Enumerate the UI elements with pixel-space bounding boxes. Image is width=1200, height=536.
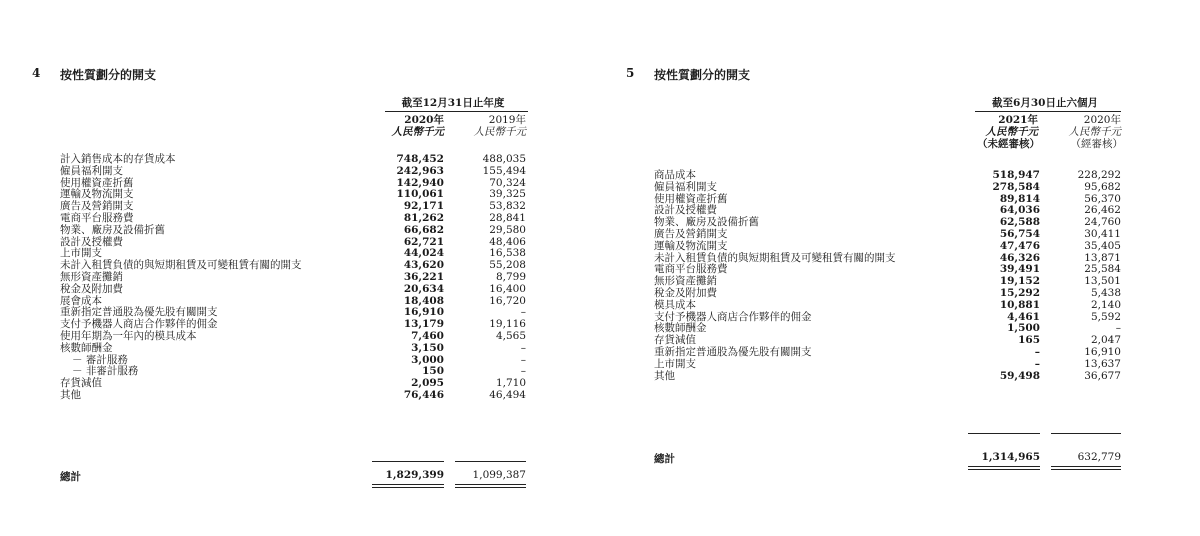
- row-value-current: 66,682: [403, 223, 444, 236]
- total-double-rule-1b: [372, 487, 444, 488]
- row-label: 運輸及物流開支: [654, 239, 728, 252]
- row-value-current: 64,036: [999, 204, 1040, 217]
- table-row: [654, 194, 1124, 206]
- header-rule: [385, 111, 528, 112]
- section-number: 5: [626, 66, 635, 80]
- row-value-prior: 228,292: [1077, 169, 1121, 181]
- row-value-current: 36,221: [403, 270, 444, 283]
- row-value-prior: 25,584: [1084, 263, 1121, 276]
- total-label: 總計: [654, 453, 675, 465]
- col2-audit-note: （經審核）: [1070, 138, 1123, 150]
- row-label: 核數師酬金: [654, 322, 707, 335]
- row-value-current: 92,171: [403, 200, 444, 213]
- row-value-prior: 13,501: [1084, 275, 1121, 288]
- row-value-current: 81,262: [403, 211, 444, 224]
- row-label: 商品成本: [654, 169, 696, 181]
- table-row: [60, 213, 530, 225]
- row-value-prior: 95,682: [1084, 180, 1121, 193]
- table-row: [60, 366, 530, 378]
- total-col1: 1,829,399: [385, 469, 444, 481]
- row-label: 使用年期為一年內的模具成本: [60, 329, 197, 342]
- col2-year: 2020年: [1083, 114, 1121, 126]
- row-value-current: –: [1034, 357, 1040, 370]
- table-row: [654, 288, 1124, 300]
- row-label: 設計及授權費: [654, 204, 717, 217]
- row-value-prior: 16,720: [489, 294, 526, 307]
- total-col2: 1,099,387: [472, 469, 526, 481]
- row-value-prior: 4,565: [495, 329, 526, 342]
- row-value-prior: 36,677: [1084, 369, 1121, 382]
- row-value-prior: 8,799: [495, 270, 526, 283]
- total-col2: 632,779: [1077, 451, 1121, 463]
- row-label: 無形資產攤銷: [654, 275, 717, 288]
- row-label: 存貨減值: [60, 377, 102, 390]
- row-label: 計入銷售成本的存貨成本: [60, 153, 176, 165]
- row-value-prior: –: [520, 341, 526, 354]
- row-value-prior: 46,494: [489, 388, 526, 401]
- row-value-current: 62,588: [999, 216, 1040, 229]
- expense-table: [654, 170, 1124, 382]
- row-label: 僱員福利開支: [60, 164, 123, 177]
- row-value-current: 56,754: [999, 227, 1040, 240]
- row-value-prior: 28,841: [489, 211, 526, 224]
- row-value-prior: 29,580: [489, 223, 526, 236]
- subtotal-rule-col2: [1051, 433, 1121, 434]
- row-label: 僱員福利開支: [654, 180, 717, 193]
- row-value-current: 3,000: [411, 353, 444, 366]
- row-label: 稅金及附加費: [654, 286, 717, 299]
- table-row: [654, 312, 1124, 324]
- section-number: 4: [32, 66, 41, 80]
- subtotal-rule-col1: [372, 461, 444, 462]
- table-row: [654, 264, 1124, 276]
- total-label: 總計: [60, 471, 81, 483]
- row-label: 稅金及附加費: [60, 282, 123, 295]
- table-row: [60, 343, 530, 355]
- row-label: 支付予機器人商店合作夥伴的佣金: [60, 318, 218, 331]
- row-value-current: 13,179: [403, 318, 444, 331]
- col2-year: 2019年: [488, 114, 526, 126]
- row-value-current: 89,814: [999, 192, 1040, 205]
- row-value-prior: 19,116: [489, 318, 526, 331]
- row-label: 無形資產攤銷: [60, 270, 123, 283]
- row-value-prior: 5,438: [1090, 286, 1121, 299]
- table-row: [654, 371, 1124, 383]
- total-double-rule-1b: [968, 469, 1040, 470]
- row-value-prior: 39,325: [489, 188, 526, 201]
- row-label: 模具成本: [654, 298, 696, 311]
- row-value-current: 110,061: [396, 188, 444, 201]
- table-row: [654, 170, 1124, 182]
- section-title: 按性質劃分的開支: [60, 68, 157, 82]
- row-label: 核數師酬金: [60, 341, 113, 354]
- row-label: 其他: [654, 369, 675, 382]
- row-value-current: 142,940: [396, 176, 444, 189]
- row-value-prior: 488,035: [482, 153, 526, 165]
- row-value-prior: –: [520, 306, 526, 319]
- row-value-current: 165: [1018, 334, 1040, 347]
- period-header: 截至6月30日止六個月: [992, 97, 1098, 109]
- row-value-prior: –: [520, 365, 526, 378]
- row-value-prior: 16,910: [1084, 345, 1121, 358]
- row-label: 未計入租賃負債的與短期租賃及可變租賃有關的開支: [654, 251, 896, 264]
- row-value-prior: 30,411: [1084, 227, 1121, 240]
- total-col1: 1,314,965: [981, 451, 1040, 463]
- row-label: 電商平台服務費: [60, 211, 134, 224]
- row-value-prior: 2,140: [1090, 298, 1121, 311]
- row-label: － 審計服務: [72, 353, 128, 366]
- row-value-current: 47,476: [999, 239, 1040, 252]
- row-value-current: 76,446: [403, 388, 444, 401]
- row-label: 上市開支: [60, 247, 102, 260]
- row-value-prior: 16,400: [489, 282, 526, 295]
- row-label: 重新指定普通股為優先股有關開支: [654, 345, 812, 358]
- row-value-prior: 24,760: [1084, 216, 1121, 229]
- row-label: 上市開支: [654, 357, 696, 370]
- row-value-prior: 155,494: [482, 164, 526, 177]
- row-label: 重新指定普通股為優先股有關開支: [60, 306, 218, 319]
- row-label: 使用權資產折舊: [654, 192, 728, 205]
- col2-unit: 人民幣千元: [1068, 126, 1121, 138]
- row-label: 存貨減值: [654, 334, 696, 347]
- row-label: － 非審計服務: [72, 365, 139, 378]
- row-value-current: –: [1034, 345, 1040, 358]
- col1-audit-note: （未經審核）: [977, 138, 1040, 150]
- total-double-rule-2b: [1051, 469, 1121, 470]
- table-row: [60, 378, 530, 390]
- table-row: [60, 260, 530, 272]
- total-double-rule-2b: [455, 487, 526, 488]
- row-value-prior: –: [520, 353, 526, 366]
- row-value-prior: 5,592: [1090, 310, 1121, 323]
- table-row: [654, 359, 1124, 371]
- row-value-current: 20,634: [403, 282, 444, 295]
- row-label: 未計入租賃負債的與短期租賃及可變租賃有關的開支: [60, 259, 302, 272]
- row-value-current: 46,326: [999, 251, 1040, 264]
- table-row: [654, 241, 1124, 253]
- total-double-rule-2a: [1051, 466, 1121, 467]
- table-row: [654, 347, 1124, 359]
- row-label: 設計及授權費: [60, 235, 123, 248]
- table-row: [60, 237, 530, 249]
- col1-year: 2020年: [404, 114, 444, 126]
- row-label: 其他: [60, 388, 81, 401]
- row-value-current: 7,460: [411, 329, 444, 342]
- table-row: [654, 323, 1124, 335]
- row-value-prior: 26,462: [1084, 204, 1121, 217]
- subtotal-rule-col2: [455, 461, 526, 462]
- row-label: 電商平台服務費: [654, 263, 728, 276]
- row-value-current: 2,095: [411, 377, 444, 390]
- table-row: [60, 225, 530, 237]
- row-value-current: 3,150: [411, 341, 444, 354]
- row-value-current: 150: [422, 365, 444, 378]
- row-value-current: 16,910: [403, 306, 444, 319]
- row-value-prior: 70,324: [489, 176, 526, 189]
- total-double-rule-1a: [372, 484, 444, 485]
- table-row: [60, 284, 530, 296]
- row-label: 使用權資產折舊: [60, 176, 134, 189]
- table-row: [60, 331, 530, 343]
- table-row: [60, 166, 530, 178]
- table-row: [654, 300, 1124, 312]
- row-value-prior: 13,637: [1084, 357, 1121, 370]
- row-value-current: 278,584: [992, 180, 1040, 193]
- table-row: [654, 229, 1124, 241]
- col2-unit: 人民幣千元: [473, 126, 526, 138]
- period-header: 截至12月31日止年度: [401, 97, 505, 109]
- row-value-current: 4,461: [1007, 310, 1040, 323]
- row-value-prior: 55,208: [489, 259, 526, 272]
- row-label: 支付予機器人商店合作夥伴的佣金: [654, 310, 812, 323]
- row-value-prior: 13,871: [1084, 251, 1121, 264]
- expense-table: [60, 154, 530, 402]
- col1-unit: 人民幣千元: [985, 126, 1038, 138]
- row-label: 展會成本: [60, 294, 102, 307]
- row-value-prior: 35,405: [1084, 239, 1121, 252]
- row-value-current: 242,963: [396, 164, 444, 177]
- total-double-rule-2a: [455, 484, 526, 485]
- subtotal-rule-col1: [968, 433, 1040, 434]
- row-value-current: 59,498: [999, 369, 1040, 382]
- table-row: [60, 154, 530, 166]
- row-value-current: 518,947: [992, 169, 1040, 181]
- row-value-current: 15,292: [999, 286, 1040, 299]
- row-value-prior: 16,538: [489, 247, 526, 260]
- row-value-current: 748,452: [396, 153, 444, 165]
- row-value-current: 1,500: [1007, 322, 1040, 335]
- row-value-prior: 2,047: [1090, 334, 1121, 347]
- header-rule: [975, 111, 1121, 112]
- table-row: [654, 276, 1124, 288]
- col1-year: 2021年: [998, 114, 1038, 126]
- row-value-current: 10,881: [999, 298, 1040, 311]
- row-value-current: 39,491: [999, 263, 1040, 276]
- table-row: [60, 390, 530, 402]
- row-value-prior: 53,832: [489, 200, 526, 213]
- row-label: 運輸及物流開支: [60, 188, 134, 201]
- total-double-rule-1a: [968, 466, 1040, 467]
- table-row: [60, 272, 530, 284]
- row-value-prior: 48,406: [489, 235, 526, 248]
- row-value-current: 43,620: [403, 259, 444, 272]
- row-label: 物業、廠房及設備折舊: [654, 216, 759, 229]
- row-value-current: 62,721: [403, 235, 444, 248]
- table-row: [654, 182, 1124, 194]
- row-value-prior: 56,370: [1084, 192, 1121, 205]
- row-value-current: 44,024: [403, 247, 444, 260]
- row-label: 物業、廠房及設備折舊: [60, 223, 165, 236]
- row-label: 廣告及營銷開支: [654, 227, 728, 240]
- section-title: 按性質劃分的開支: [654, 68, 751, 82]
- row-label: 廣告及營銷開支: [60, 200, 134, 213]
- row-value-prior: 1,710: [495, 377, 526, 390]
- row-value-current: 18,408: [403, 294, 444, 307]
- row-value-prior: –: [1115, 322, 1121, 335]
- row-value-current: 19,152: [999, 275, 1040, 288]
- col1-unit: 人民幣千元: [391, 126, 444, 138]
